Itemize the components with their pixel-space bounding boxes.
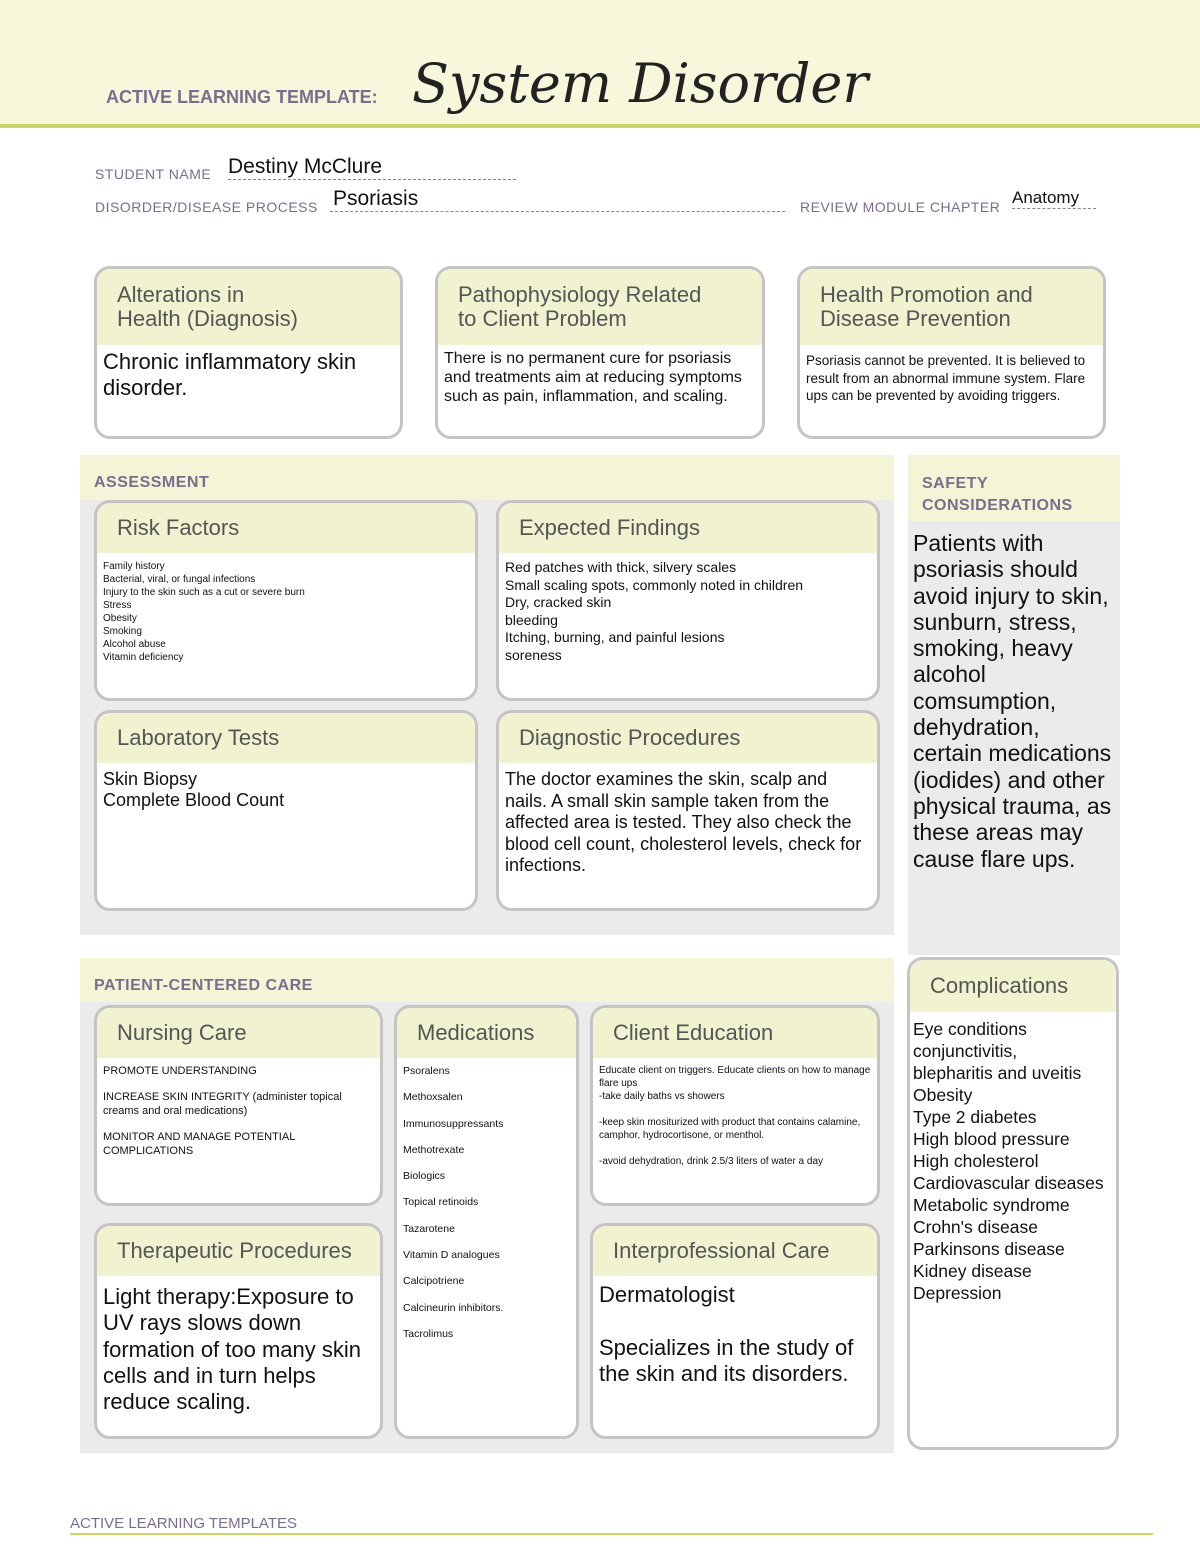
client-education-list	[593, 1058, 877, 1172]
list-item: soreness	[505, 646, 562, 663]
expected-findings-box	[496, 500, 880, 701]
student-name-label: STUDENT NAME	[95, 166, 212, 182]
list-item: Immunosuppressants	[403, 1117, 504, 1130]
laboratory-tests-box	[94, 710, 478, 911]
list-item: Itching, burning, and painful lesions	[505, 629, 725, 645]
box-title: Laboratory Tests	[97, 713, 475, 763]
student-name-field[interactable]: Destiny McClure	[228, 155, 516, 180]
nursing-care-box	[94, 1005, 383, 1206]
alterations-box	[94, 266, 403, 439]
medications-list	[397, 1058, 576, 1351]
box-body: The doctor examines the skin, scalp and nails. A small skin sample taken from the affected area is tested. They also check the blood cell count, cholesterol levels, check for infections.	[505, 769, 862, 875]
list-item: Alcohol abuse	[103, 639, 166, 650]
complications-list	[910, 1012, 1116, 1310]
client-education-box	[590, 1005, 880, 1206]
list-item: INCREASE SKIN INTEGRITY (administer topical creams and oral medications)	[103, 1091, 342, 1117]
page-title: System Disorder	[412, 52, 869, 115]
interprofessional-care-box	[590, 1223, 880, 1439]
list-item: MONITOR AND MANAGE POTENTIAL COMPLICATIONS	[103, 1131, 295, 1157]
list-item: Obesity	[103, 613, 137, 624]
list-item: Small scaling spots, commonly noted in children	[505, 576, 804, 593]
list-item: Vitamin deficiency	[103, 652, 184, 663]
list-item: Cardiovascular diseases	[913, 1173, 1104, 1193]
list-item: Methotrexate	[403, 1143, 465, 1156]
list-item: Topical retinoids	[403, 1196, 479, 1209]
list-item: -avoid dehydration, drink 2.5/3 liters of water a day	[599, 1156, 824, 1167]
box-body: Dermatologist Specializes in the study of the skin and its disorders.	[599, 1282, 854, 1386]
health-promotion-box	[797, 266, 1106, 439]
box-title: Client Education	[593, 1008, 877, 1058]
list-item: Injury to the skin such as a cut or severe burn	[103, 587, 305, 598]
pathophysiology-box	[435, 266, 765, 439]
list-item: Methoxsalen	[403, 1091, 463, 1104]
box-title: Health Promotion and Disease Prevention	[800, 269, 1103, 345]
list-item: Stress	[103, 600, 132, 611]
list-item: blepharitis and uveitis	[913, 1063, 1082, 1083]
box-body: Psoriasis cannot be prevented. It is believed to result from an abnormal immune system. Flare ups can be prevented by avoiding triggers.	[806, 353, 1086, 403]
box-title: Risk Factors	[97, 503, 475, 553]
list-item: Metabolic syndrome	[913, 1195, 1070, 1215]
list-item: Calcineurin inhibitors.	[403, 1301, 504, 1314]
laboratory-tests-list	[97, 763, 475, 815]
list-item: bleeding	[505, 611, 558, 628]
list-item: Family history	[103, 561, 165, 572]
list-item: Parkinsons disease	[913, 1239, 1065, 1259]
therapeutic-procedures-box	[94, 1223, 383, 1439]
list-item: Bacterial, viral, or fungal infections	[103, 574, 256, 585]
box-body: Chronic inflammatory skin disorder.	[103, 349, 357, 400]
list-item: High cholesterol	[913, 1151, 1039, 1171]
medications-box	[394, 1005, 579, 1439]
list-item: PROMOTE UNDERSTANDING	[103, 1065, 257, 1077]
box-title: Nursing Care	[97, 1008, 380, 1058]
list-item: Skin Biopsy	[103, 769, 198, 789]
footer-rule	[70, 1533, 1153, 1535]
diagnostic-procedures-box	[496, 710, 880, 911]
box-title: Expected Findings	[499, 503, 877, 553]
list-item: Depression	[913, 1283, 1002, 1303]
box-title: Medications	[397, 1008, 576, 1058]
box-body: Light therapy:Exposure to UV rays slows down formation of too many skin cells and in turn helps reduce scaling.	[103, 1284, 362, 1415]
risk-factors-box	[94, 500, 478, 701]
box-body: There is no permanent cure for psoriasis and treatments aim at reducing symptoms such as pain, inflammation, and scaling.	[444, 350, 742, 405]
list-item: Tazarotene	[403, 1222, 455, 1235]
disorder-label: DISORDER/DISEASE PROCESS	[95, 199, 318, 215]
assessment-heading: ASSESSMENT	[80, 455, 894, 500]
list-item: conjunctivitis,	[913, 1041, 1018, 1061]
chapter-field[interactable]: Anatomy	[1012, 188, 1096, 209]
safety-heading: SAFETY CONSIDERATIONS	[908, 455, 1120, 521]
complications-box	[907, 957, 1119, 1450]
patient-centered-care-heading: PATIENT-CENTERED CARE	[80, 958, 894, 1002]
list-item: Red patches with thick, silvery scales	[505, 559, 737, 575]
list-item: Vitamin D analogues	[403, 1249, 500, 1262]
list-item: Smoking	[103, 626, 142, 637]
list-item: -keep skin mositurized with product that contains calamine, camphor, hydrocortisone, or menthol.	[599, 1117, 861, 1141]
box-title: Pathophysiology Related to Client Problem	[438, 269, 762, 345]
safety-body: Patients with psoriasis should avoid injury to skin, sunburn, stress, smoking, heavy alcohol comsumption, dehydration, certain medications (iodides) and other physical trauma, as these areas may cause flare ups.	[913, 530, 1112, 872]
box-title: Interprofessional Care	[593, 1226, 877, 1276]
nursing-care-list	[97, 1058, 380, 1162]
expected-findings-list	[499, 553, 877, 668]
list-item: Tacrolimus	[403, 1327, 454, 1340]
list-item: Crohn's disease	[913, 1217, 1038, 1237]
disorder-field[interactable]: Psoriasis	[330, 187, 785, 212]
list-item: Kidney disease	[913, 1261, 1032, 1281]
list-item: Eye conditions	[913, 1019, 1027, 1039]
risk-factors-list	[97, 553, 475, 668]
box-title: Alterations in Health (Diagnosis)	[97, 269, 400, 345]
chapter-label: REVIEW MODULE CHAPTER	[800, 199, 1001, 215]
list-item: Complete Blood Count	[103, 790, 285, 810]
list-item: Type 2 diabetes	[913, 1107, 1037, 1127]
list-item: Biologics	[403, 1170, 446, 1183]
box-title: Diagnostic Procedures	[499, 713, 877, 763]
list-item: Obesity	[913, 1085, 973, 1105]
box-title: Therapeutic Procedures	[97, 1226, 380, 1276]
footer-label: ACTIVE LEARNING TEMPLATES	[70, 1515, 297, 1532]
box-title: Complications	[910, 960, 1116, 1012]
list-item: High blood pressure	[913, 1129, 1070, 1149]
list-item: Educate client on triggers. Educate clients on how to manage flare ups -take daily baths vs showers	[599, 1065, 871, 1102]
list-item: Psoralens	[403, 1065, 450, 1077]
list-item: Dry, cracked skin	[505, 594, 612, 610]
template-label: ACTIVE LEARNING TEMPLATE:	[106, 87, 378, 107]
list-item: Calcipotriene	[403, 1275, 465, 1288]
